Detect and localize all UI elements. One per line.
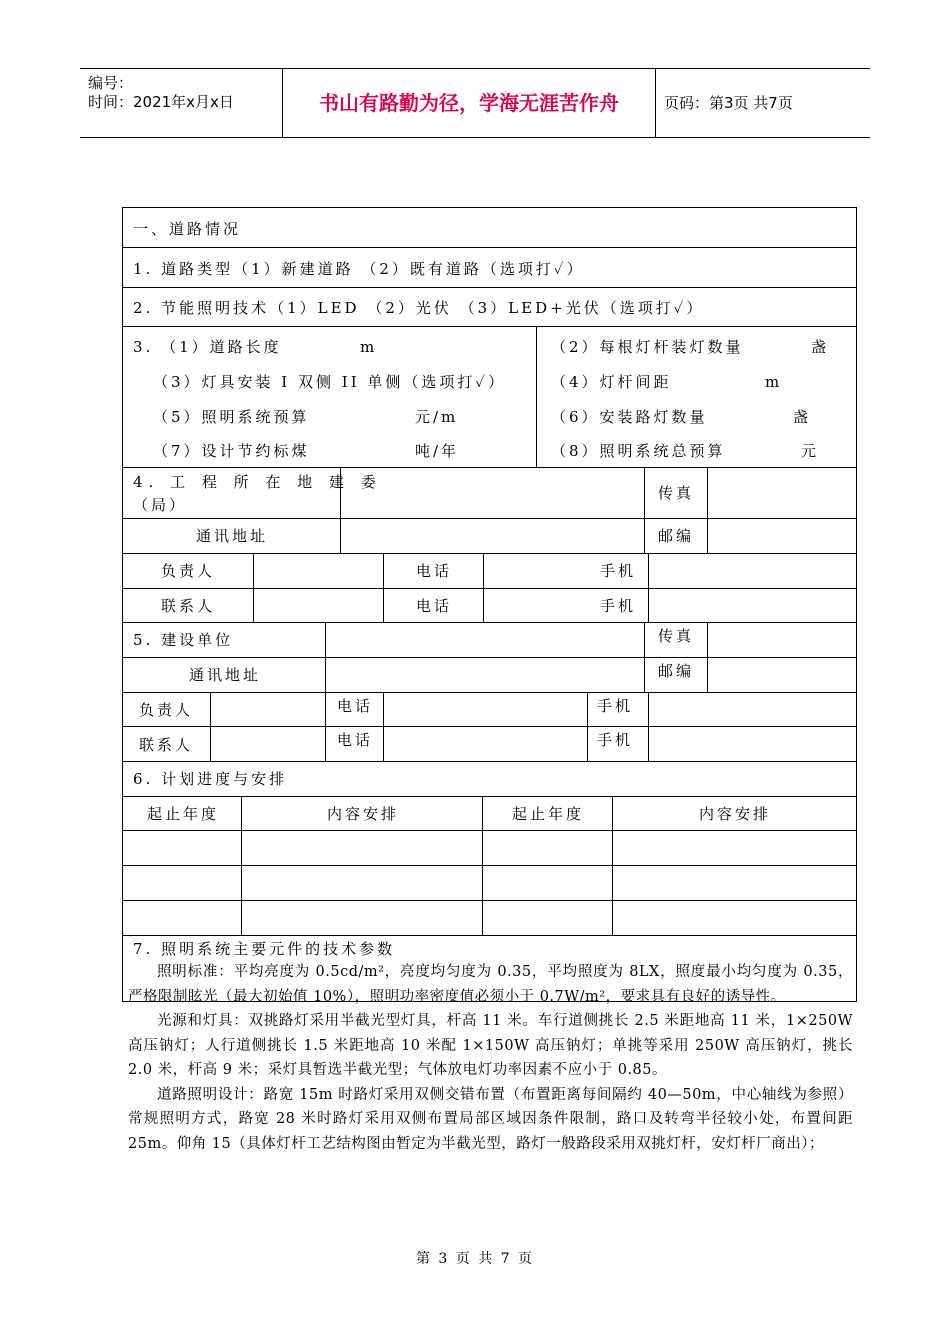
lamps-per-pole-label: （2）每根灯杆装灯数量 bbox=[551, 338, 744, 356]
bureau-person-mobile-label: 手机 bbox=[600, 562, 637, 580]
bureau-fax-label: 传真 bbox=[658, 484, 695, 502]
page-indicator: 页码：第3页 共7页 bbox=[664, 94, 793, 112]
document-date: 时间：2021年x月x日 bbox=[88, 93, 234, 111]
builder-address-label: 通讯地址 bbox=[189, 666, 262, 684]
bureau-contact-label: 联系人 bbox=[161, 597, 216, 615]
light-source-paragraph: 光源和灯具：双挑路灯采用半截光型灯具，杆高 11 米。车行道侧挑长 2.5 米距地高 11 米，1×250W 高压钠灯；人行道侧挑长 1.5 米距地高 10 米配 1×150W 高压钠灯；单挑等采用 250W 高压钠灯，挑长 2.0 米，杆高 9 米；采灯具暂选半截光型；气体放电灯功率因素不应小于 0.85。 bbox=[128, 1013, 853, 1078]
document-number: 编号： bbox=[88, 74, 134, 92]
section-road-title: 一、道路情况 bbox=[133, 220, 242, 238]
schedule-col-content-2: 内容安排 bbox=[699, 805, 772, 823]
coal-saving-unit: 吨/年 bbox=[415, 442, 460, 460]
lamp-count-unit: 盏 bbox=[793, 408, 812, 426]
lighting-tech-row: 2. 节能照明技术（1）LED （2）光伏 （3）LED+光伏（选项打✓） bbox=[133, 299, 705, 317]
total-budget-label: （8）照明系统总预算 bbox=[551, 442, 726, 460]
coal-saving-label: （7）设计节约标煤 bbox=[153, 442, 310, 460]
builder-title: 5. 建设单位 bbox=[133, 631, 234, 649]
tech-params-body bbox=[128, 960, 853, 1156]
bureau-contact-phone-label: 电话 bbox=[416, 597, 453, 615]
schedule-col-content-1: 内容安排 bbox=[327, 805, 400, 823]
road-length-label: 3. （1）道路长度 bbox=[133, 338, 282, 356]
page-footer: 第 3 页 共 7 页 bbox=[415, 1251, 535, 1267]
road-length-unit: m bbox=[360, 338, 378, 356]
page-header bbox=[80, 68, 870, 138]
bureau-person-label: 负责人 bbox=[161, 562, 216, 580]
builder-contact-mobile-label: 手机 bbox=[597, 731, 634, 749]
builder-person-mobile-label: 手机 bbox=[597, 697, 634, 715]
schedule-col-years-2: 起止年度 bbox=[512, 805, 585, 823]
builder-fax-label: 传真 bbox=[658, 627, 695, 645]
road-lighting-design-paragraph: 道路照明设计：路宽 15m 时路灯采用双侧交错布置（布置距离每间隔约 40—50m，中心轴线为参照）常规照明方式，路宽 28 米时路灯采用双侧布置局部区域因条件限制，路口及转弯半径较小处，布置间距 25m。仰角 15（具体灯杆工艺结构图由暂定为半截光型，路灯一般路段采用双挑灯杆，安灯杆厂商出）； bbox=[128, 1086, 853, 1152]
bureau-postcode-label: 邮编 bbox=[658, 527, 695, 545]
road-type-row: 1. 道路类型（1）新建道路 （2）既有道路（选项打✓） bbox=[133, 260, 585, 278]
header-slogan: 书山有路勤为径，学海无涯苦作舟 bbox=[282, 69, 656, 137]
bureau-address-label: 通讯地址 bbox=[196, 527, 269, 545]
budget-per-m-label: （5）照明系统预算 bbox=[153, 408, 310, 426]
bureau-person-phone-label: 电话 bbox=[416, 562, 453, 580]
lamps-per-pole-unit: 盏 bbox=[811, 338, 830, 356]
schedule-title: 6. 计划进度与安排 bbox=[133, 770, 288, 788]
pole-spacing-unit: m bbox=[765, 373, 783, 391]
construction-bureau-suffix: （局） bbox=[133, 496, 188, 514]
lamp-install-label: （3）灯具安装 I 双侧 II 单侧（选项打✓） bbox=[153, 373, 507, 391]
bureau-contact-mobile-label: 手机 bbox=[600, 597, 637, 615]
pole-spacing-label: （4）灯杆间距 bbox=[551, 373, 672, 391]
lighting-standard-paragraph: 照明标准：平均亮度为 0.5cd/m²，亮度均匀度为 0.35，平均照度为 8LX，照度最小均匀度为 0.35，严格限制眩光（最大初始值 10%），照明功率密度值必须小于 0.7W/m²，要求具有良好的诱导性。 bbox=[128, 964, 853, 1005]
builder-person-label: 负责人 bbox=[139, 701, 194, 719]
builder-postcode-label: 邮编 bbox=[658, 662, 695, 680]
construction-bureau-label: 4. 工 程 所 在 地 建 委 bbox=[133, 473, 382, 491]
lamp-count-label: （6）安装路灯数量 bbox=[551, 408, 708, 426]
header-meta bbox=[80, 69, 282, 137]
tech-params-title: 7. 照明系统主要元件的技术参数 bbox=[133, 940, 396, 958]
builder-person-phone-label: 电话 bbox=[337, 697, 374, 715]
schedule-col-years-1: 起止年度 bbox=[147, 805, 220, 823]
total-budget-unit: 元 bbox=[801, 442, 820, 460]
budget-per-m-unit: 元/m bbox=[415, 408, 459, 426]
builder-contact-phone-label: 电话 bbox=[337, 731, 374, 749]
road-lighting-form bbox=[122, 207, 857, 1002]
builder-contact-label: 联系人 bbox=[139, 736, 194, 754]
